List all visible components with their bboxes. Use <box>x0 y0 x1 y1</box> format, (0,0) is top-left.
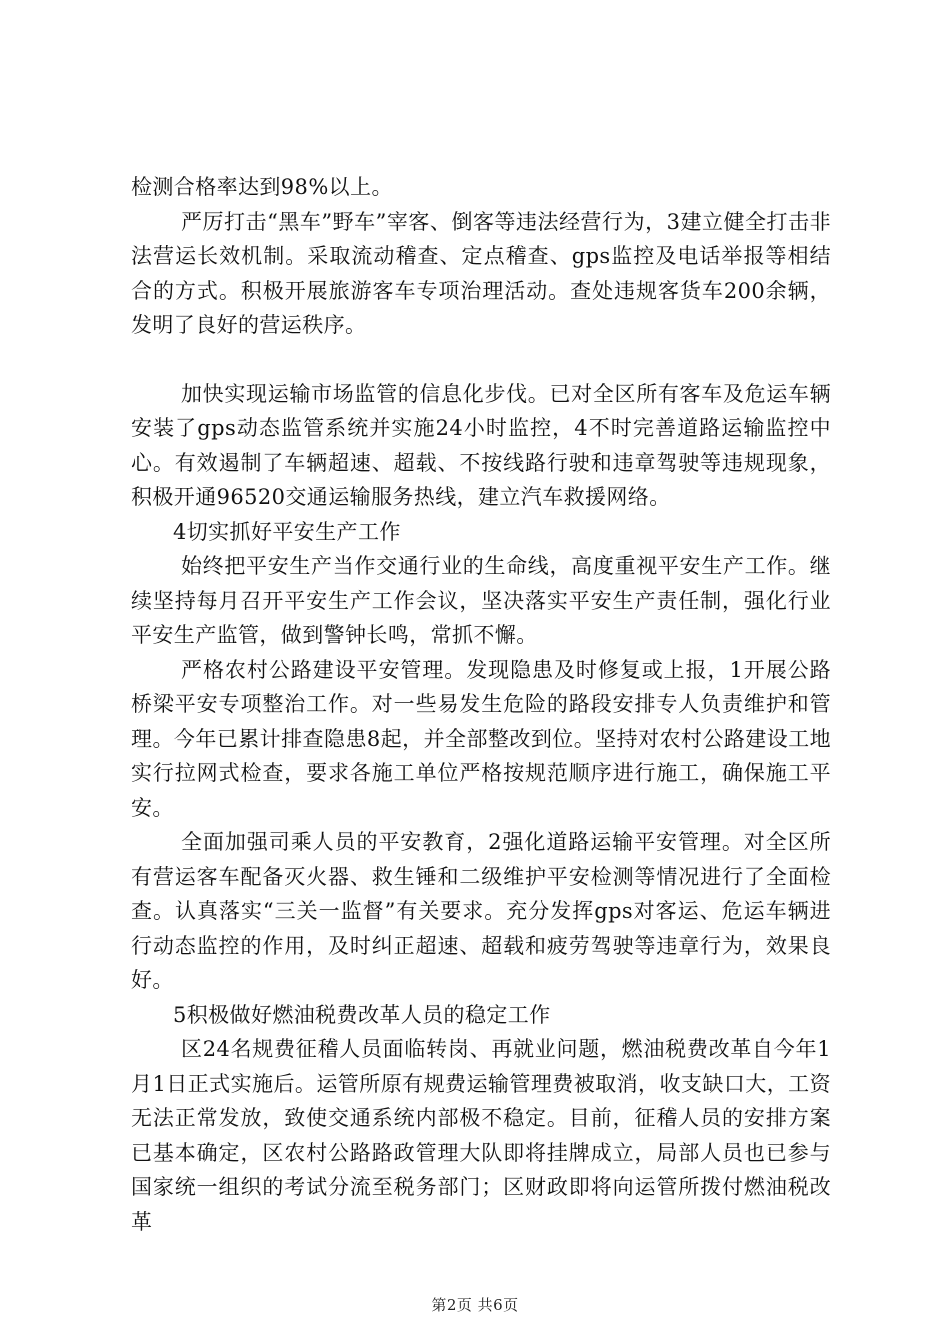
paragraph-continuation: 检测合格率达到98%以上。 <box>131 175 393 199</box>
paragraph-gap <box>131 343 831 377</box>
section-heading-safety: 4切实抓好平安生产工作 <box>173 519 401 544</box>
paragraph-fuel-tax-reform: 区24名规费征稽人员面临转岗、再就业问题，燃油税费改革自今年1月1日正式实施后。运管所原有规费运输管理费被取消，收支缺口大，工资无法正常发放，致使交通系统内部极不稳定。目前，征稽人员的安排方案已基本确定，区农村公路路政管理大队即将挂牌成立，局部人员也已参与国家统一组织的考试分流至税务部门；区财政即将向运管所拨付燃油税改革 <box>131 1037 831 1234</box>
paragraph-informatization: 加快实现运输市场监管的信息化步伐。已对全区所有客车及危运车辆安装了gps动态监管系统并实施24小时监控，4不时完善道路运输监控中心。有效遏制了车辆超速、超载、不按线路行驶和违章驾驶等违规现象，积极开通96520交通运输服务热线，建立汽车救援网络。 <box>131 381 831 509</box>
paragraph-rural-road-safety: 严格农村公路建设平安管理。发现隐患及时修复或上报，1开展公路桥梁平安专项整治工作。对一些易发生危险的路段安排专人负责维护和管理。今年已累计排查隐患8起，并全部整改到位。坚持对农村公路建设工地实行拉网式检查，要求各施工单位严格按规范顺序进行施工，确保施工平安。 <box>131 657 831 820</box>
paragraph-driver-education: 全面加强司乘人员的平安教育，2强化道路运输平安管理。对全区所有营运客车配备灭火器、救生锤和二级维护平安检测等情况进行了全面检查。认真落实“三关一监督”有关要求。充分发挥gps对客运、危运车辆进行动态监控的作用，及时纠正超速、超载和疲劳驾驶等违章行为，效果良好。 <box>131 830 831 992</box>
section-heading-fuel-tax: 5积极做好燃油税费改革人员的稳定工作 <box>173 1002 551 1027</box>
paragraph-safety-lifeline: 始终把平安生产当作交通行业的生命线，高度重视平安生产工作。继续坚持每月召开平安生产工作会议，坚决落实平安生产责任制，强化行业平安生产监管，做到警钟长鸣，常抓不懈。 <box>131 554 831 647</box>
paragraph-illegal-operation: 严厉打击“黑车”野车”宰客、倒客等违法经营行为，3建立健全打击非法营运长效机制。采取流动稽查、定点稽查、gps监控及电话举报等相结合的方式。积极开展旅游客车专项治理活动。查处违规客货车200余辆，发明了良好的营运秩序。 <box>131 209 831 337</box>
page-number-footer: 第2页 共6页 <box>431 1296 519 1314</box>
document-body <box>131 170 831 1239</box>
